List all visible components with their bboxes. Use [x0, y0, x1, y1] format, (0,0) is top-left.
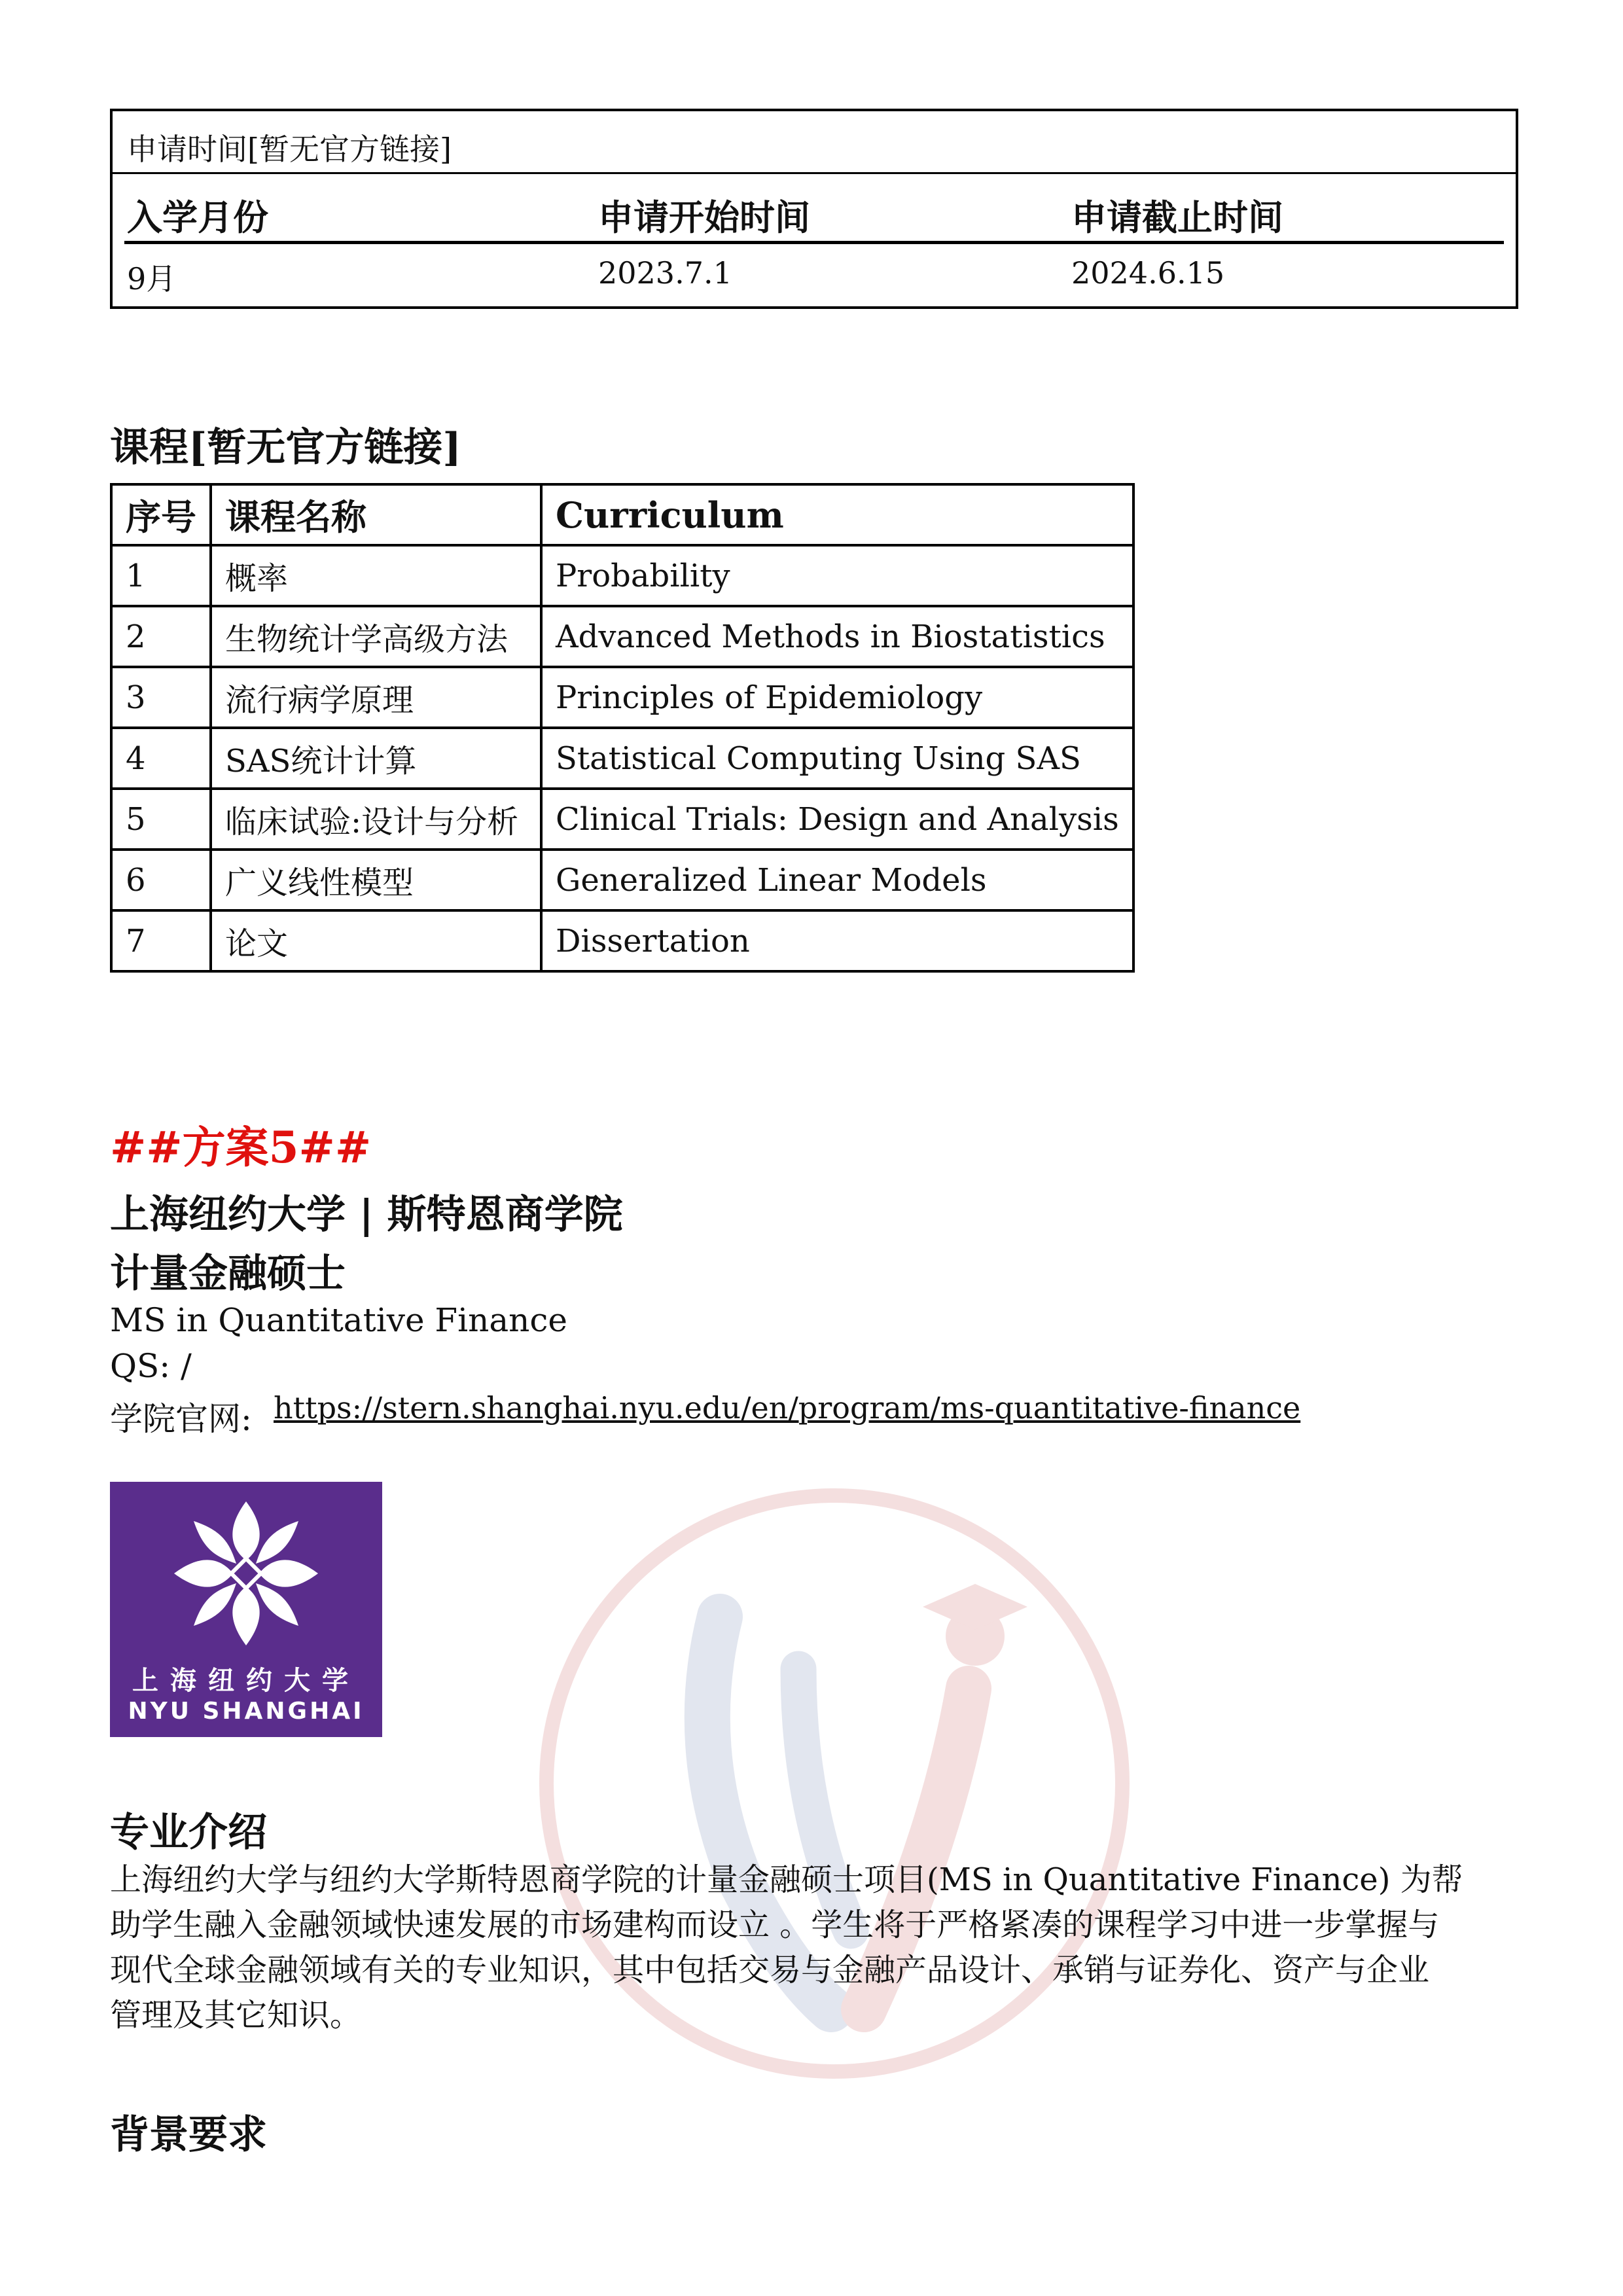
degree-name-en: MS in Quantitative Finance [110, 1301, 567, 1339]
table-row [111, 545, 1133, 606]
table-header-row [111, 484, 1133, 545]
header-intake-month: 入学月份 [127, 196, 268, 238]
intro-line: 现代全球金融领域有关的专业知识，其中包括交易与金融产品设计、承销与证券化、资产与企业 [110, 1952, 1430, 1988]
intro-heading: 专业介绍 [110, 1810, 267, 1856]
course-name-cn: 流行病学原理 [211, 667, 541, 728]
lotus-emblem-icon [168, 1495, 325, 1652]
application-time-title: 申请时间[暂无官方链接] [127, 132, 452, 167]
table-row [111, 789, 1133, 850]
school-name: 上海纽约大学 | 斯特恩商学院 [110, 1192, 623, 1238]
course-name-en: Dissertation [541, 910, 1133, 971]
course-name-en: Advanced Methods in Biostatistics [541, 606, 1133, 667]
intro-line: 助学生融入金融领域快速发展的市场建构而设立 。学生将于严格紧凑的课程学习中进一步掌握与 [110, 1907, 1440, 1943]
header-start-date: 申请开始时间 [598, 196, 810, 238]
course-name-en: Probability [541, 545, 1133, 606]
intro-line: 管理及其它知识。 [110, 1997, 362, 2034]
intro-line: 上海纽约大学与纽约大学斯特恩商学院的计量金融硕士项目(MS in Quantitative Finance) 为帮 [110, 1861, 1463, 1898]
logo-text-cn: 上海纽约大学 [132, 1666, 360, 1696]
course-name-cn: 临床试验:设计与分析 [211, 789, 541, 850]
course-name-en: Clinical Trials: Design and Analysis [541, 789, 1133, 850]
degree-name-cn: 计量金融硕士 [110, 1251, 346, 1297]
course-name-en: Generalized Linear Models [541, 850, 1133, 910]
website-link[interactable]: https://stern.shanghai.nyu.edu/en/program/ms-quantitative-finance [274, 1390, 1301, 1426]
course-index: 5 [111, 789, 211, 850]
plan-label: ##方案5## [110, 1122, 372, 1173]
cell-deadline: 2024.6.15 [1071, 255, 1225, 291]
course-name-cn: 论文 [211, 910, 541, 971]
nyu-shanghai-logo [110, 1482, 382, 1737]
table-row [111, 850, 1133, 910]
logo-text-en: NYU SHANGHAI [128, 1698, 365, 1725]
course-name-en: Principles of Epidemiology [541, 667, 1133, 728]
course-index: 7 [111, 910, 211, 971]
table-row [111, 728, 1133, 789]
table-row [111, 606, 1133, 667]
table-row [111, 667, 1133, 728]
courses-heading: 课程[暂无官方链接] [110, 425, 461, 471]
header-curriculum: Curriculum [541, 484, 1133, 545]
course-index: 2 [111, 606, 211, 667]
header-index: 序号 [111, 484, 211, 545]
header-rule [124, 241, 1504, 244]
background-heading: 背景要求 [110, 2112, 267, 2158]
course-name-cn: 生物统计学高级方法 [211, 606, 541, 667]
course-name-en: Statistical Computing Using SAS [541, 728, 1133, 789]
course-index: 6 [111, 850, 211, 910]
table-divider [113, 172, 1516, 174]
header-deadline: 申请截止时间 [1071, 196, 1283, 238]
header-course-name: 课程名称 [211, 484, 541, 545]
course-index: 1 [111, 545, 211, 606]
application-time-table [110, 109, 1518, 309]
website-label: 学院官网: [110, 1400, 252, 1438]
course-name-cn: SAS统计计算 [211, 728, 541, 789]
course-index: 3 [111, 667, 211, 728]
qs-ranking: QS: / [110, 1347, 192, 1385]
cell-intake-month: 9月 [127, 261, 177, 296]
courses-table [110, 483, 1135, 973]
table-row [111, 910, 1133, 971]
course-name-cn: 广义线性模型 [211, 850, 541, 910]
intro-paragraph [110, 1857, 1517, 2038]
cell-start-date: 2023.7.1 [598, 255, 732, 291]
course-index: 4 [111, 728, 211, 789]
course-name-cn: 概率 [211, 545, 541, 606]
